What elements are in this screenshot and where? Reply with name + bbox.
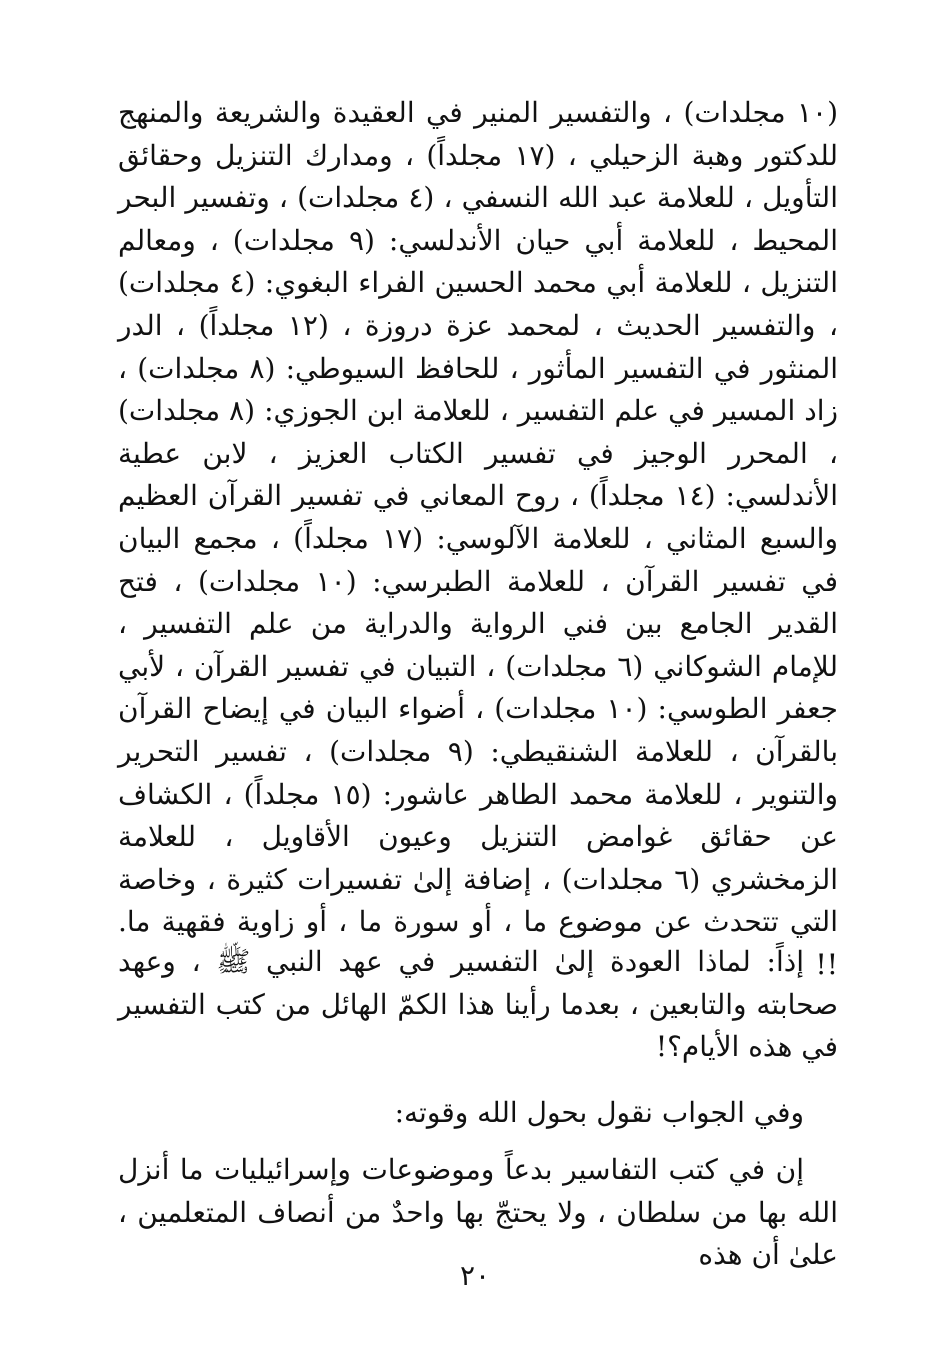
paragraph-answer-intro: وفي الجواب نقول بحول الله وقوته: — [394, 1096, 804, 1129]
page-number: ٢٠ — [459, 1259, 491, 1292]
paragraph-answer: إن في كتب التفاسير بدعاً وموضوعات وإسرائيليات ما أنزل الله بها من سلطان ، ولا يحتجّ بها واحدٌ من أنصاف المتعلمين ، علىٰ أن هذه — [118, 1153, 838, 1272]
paragraph-tafsir-list: (١٠ مجلدات) ، والتفسير المنير في العقيدة والشريعة والمنهج للدكتور وهبة الزحيلي ، (١٧ مجلداً) ، ومدارك التنزيل وحقائق التأويل ، للعلامة عبد الله النسفي ، (٤ مجلدات) ، وتفسير البحر المحيط ، للعلامة أبي حيان الأندلسي: (٩ مجلدات) ، ومعالم التنزيل ، للعلامة أبي محمد الحسين الفراء البغوي: (٤ مجلدات) ، والتفسير الحديث ، لمحمد عزة دروزة ، (١٢ مجلداً) ، الدر المنثور في التفسير المأثور ، للحافظ السيوطي: (٨ مجلدات) ، زاد المسير في علم التفسير ، للعلامة ابن الجوزي: (٨ مجلدات) ، المحرر الوجيز في تفسير الكتاب العزيز ، لابن عطية الأندلسي: (١٤ مجلداً) ، روح المعاني في تفسير القرآن العظيم والسبع المثاني ، للعلامة الآلوسي: (١٧ مجلداً) ، مجمع البيان في تفسير القرآن ، للعلامة الطبرسي: (١٠ مجلدات) ، فتح القدير الجامع بين فني الرواية والدراية من علم التفسير ، للإمام الشوكاني (٦ مجلدات) ، التبيان في تفسير القرآن ، لأبي جعفر الطوسي: (١٠ مجلدات) ، أضواء البيان في إيضاح القرآن بالقرآن ، للعلامة الشنقيطي: (٩ مجلدات) ، تفسير التحرير والتنوير ، للعلامة محمد الطاهر عاشور: (١٥ مجلداً) ، الكشاف عن حقائق غوامض التنزيل وعيون الأقاويل ، للعلامة الزمخشري (٦ مجلدات) ، إضافة إلىٰ تفسيرات كثيرة ، وخاصة التي تتحدث عن موضوع ما ، أو سورة ما ، أو زاوية فقهية ما. !! — [118, 96, 839, 981]
paragraph-question: إذاً: لماذا العودة إلىٰ التفسير في عهد النبي ﷺ ، وعهد صحابته والتابعين ، بعدما رأينا هذا الكمّ الهائل من كتب التفسير في هذه الأيام؟! — [118, 945, 838, 1064]
